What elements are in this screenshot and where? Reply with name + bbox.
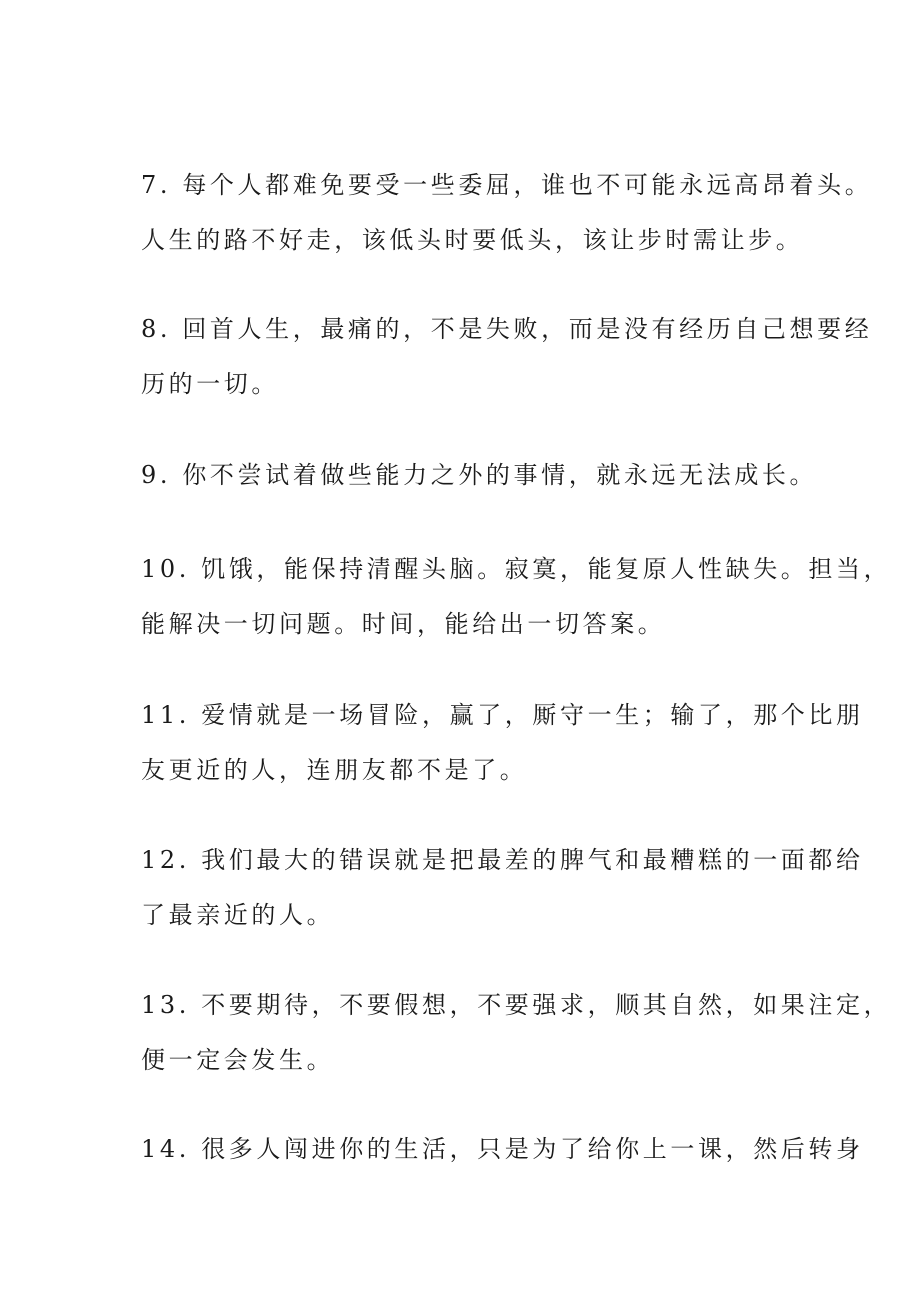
paragraph-line: 10. 饥饿，能保持清醒头脑。寂寞，能复原人性缺失。担当， [141, 555, 892, 583]
paragraph-line: 9. 你不尝试着做些能力之外的事情，就永远无法成长。 [141, 461, 818, 489]
paragraph-8 [141, 302, 873, 412]
paragraph-7 [141, 158, 873, 268]
paragraph-9 [141, 448, 818, 503]
paragraph-line: 14. 很多人闯进你的生活，只是为了给你上一课，然后转身 [141, 1135, 864, 1163]
paragraph-11 [141, 688, 864, 798]
paragraph-line: 8. 回首人生，最痛的，不是失败，而是没有经历自己想要经 [141, 315, 873, 343]
paragraph-line: 能解决一切问题。时间，能给出一切答案。 [141, 610, 666, 638]
paragraph-line: 13. 不要期待，不要假想，不要强求，顺其自然，如果注定， [141, 991, 892, 1019]
paragraph-line: 7. 每个人都难免要受一些委屈，谁也不可能永远高昂着头。 [141, 171, 873, 199]
paragraph-line: 友更近的人，连朋友都不是了。 [141, 756, 528, 784]
paragraph-line: 便一定会发生。 [141, 1046, 335, 1074]
paragraph-line: 了最亲近的人。 [141, 901, 335, 929]
paragraph-10 [141, 542, 892, 652]
paragraph-line: 12. 我们最大的错误就是把最差的脾气和最糟糕的一面都给 [141, 846, 864, 874]
paragraph-line: 11. 爱情就是一场冒险，赢了，厮守一生；输了，那个比朋 [141, 701, 864, 729]
paragraph-13 [141, 978, 892, 1088]
paragraph-line: 历的一切。 [141, 370, 279, 398]
paragraph-line: 人生的路不好走，该低头时要低头，该让步时需让步。 [141, 226, 804, 254]
paragraph-12 [141, 833, 864, 943]
paragraph-14 [141, 1122, 864, 1177]
